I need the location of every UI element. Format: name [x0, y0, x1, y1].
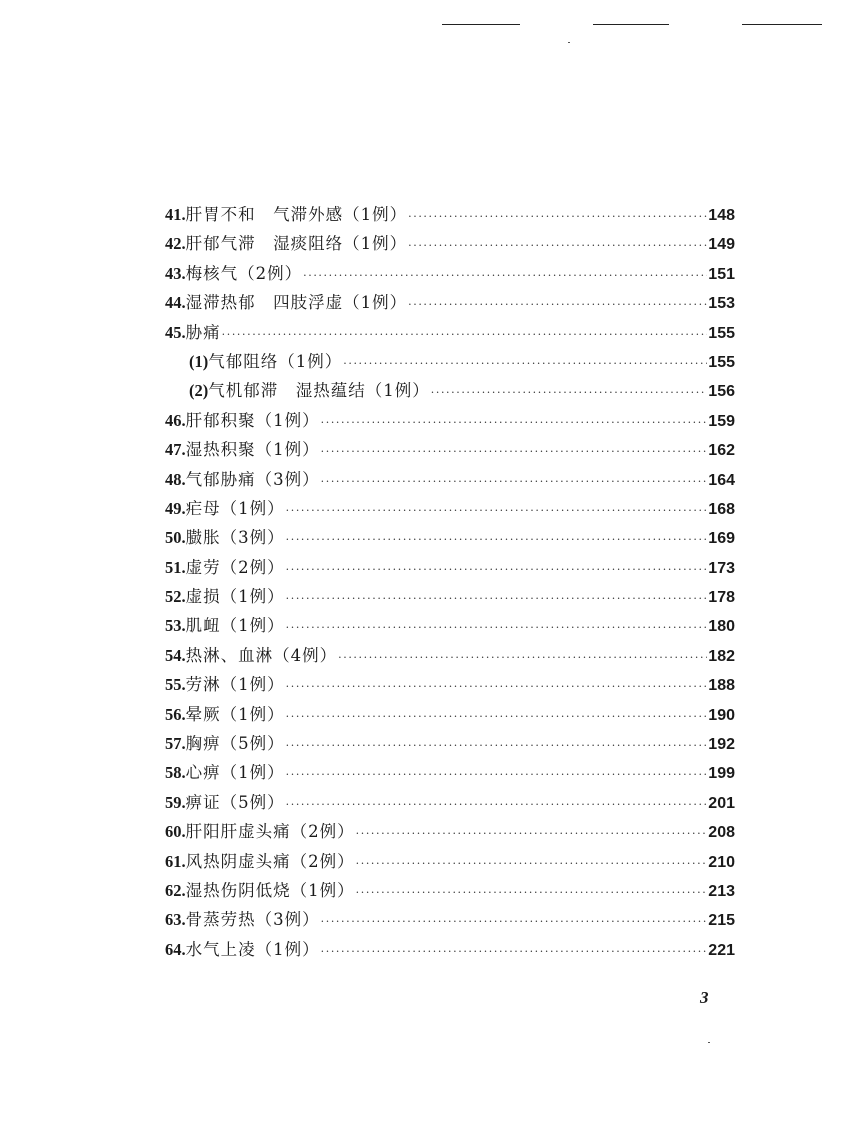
toc-entry-title: 胁痛: [185, 322, 221, 342]
toc-entry-number: 43.: [165, 263, 186, 283]
toc-entry-title: 晕厥（1例）: [185, 704, 285, 724]
toc-entry-page: 151: [708, 265, 735, 283]
toc-entry-page: 215: [708, 912, 735, 930]
toc-entry-page: 173: [708, 559, 735, 577]
dot-leader: [286, 496, 708, 525]
dot-leader: [321, 907, 708, 936]
toc-entry-page: 168: [708, 500, 735, 518]
toc-entry: [165, 200, 735, 229]
toc-entry-title: 虚损（1例）: [185, 587, 285, 607]
toc-entry-title: 肝胃不和 气滞外感（1例）: [185, 205, 408, 224]
dot-leader: [286, 555, 708, 584]
toc-entry-number: 63.: [165, 910, 186, 930]
toc-entry-number: 46.: [165, 410, 186, 430]
toc-entry-title: 痹证（5例）: [185, 792, 285, 812]
toc-entry: [165, 376, 735, 405]
scan-speck: [568, 42, 570, 43]
toc-entry-page: 208: [708, 824, 735, 842]
toc-entry-page: 180: [708, 618, 735, 636]
toc-entry: [165, 523, 735, 552]
toc-entry-number: 45.: [165, 322, 186, 342]
toc-entry-number: 57.: [165, 734, 186, 754]
toc-entry-title: 湿热积聚（1例）: [185, 440, 320, 460]
toc-entry-title: 臌胀（3例）: [185, 528, 285, 548]
toc-entry-page: 156: [708, 383, 735, 401]
dot-leader: [408, 202, 707, 231]
toc-entry: [165, 700, 735, 729]
toc-entry-title: 水气上凌（1例）: [185, 939, 320, 959]
toc-entry-page: 190: [708, 706, 735, 724]
toc-entry-page: 148: [708, 207, 735, 224]
toc-entry-title: 肌衄（1例）: [185, 616, 285, 636]
dot-leader: [321, 437, 708, 466]
toc-entry-number: 42.: [165, 234, 186, 254]
toc-entry-number: (1): [189, 351, 209, 371]
toc-entry: [165, 847, 735, 876]
toc-entry: [165, 641, 735, 670]
toc-entry: [165, 435, 735, 464]
toc-entry-number: 47.: [165, 440, 186, 460]
toc-entry: [165, 905, 735, 934]
toc-entry-number: 50.: [165, 528, 186, 548]
toc-entry-page: 210: [708, 853, 735, 871]
toc-entry-title: 湿滞热郁 四肢浮虚（1例）: [185, 293, 408, 313]
toc-entry: [165, 670, 735, 699]
toc-entry: [165, 465, 735, 494]
toc-entry-page: 155: [708, 324, 735, 342]
dot-leader: [286, 584, 708, 613]
toc-entry: [165, 582, 735, 611]
toc-entry-page: 169: [708, 530, 735, 548]
dot-leader: [286, 613, 708, 642]
dot-leader: [321, 937, 708, 966]
toc-entry-title: 风热阴虚头痛（2例）: [185, 851, 355, 871]
toc-entry: [165, 817, 735, 846]
toc-entry-title: 疟母（1例）: [185, 498, 285, 518]
toc-entry-number: 44.: [165, 293, 186, 313]
toc-entry: [165, 318, 735, 347]
toc-entry-number: 53.: [165, 616, 186, 636]
dot-leader: [321, 408, 708, 437]
dot-leader: [286, 702, 708, 731]
toc-entry-page: 164: [708, 471, 735, 489]
dot-leader: [286, 790, 708, 819]
toc-entry: [165, 758, 735, 787]
toc-entry-number: 62.: [165, 880, 186, 900]
toc-entry-title: 骨蒸劳热（3例）: [185, 910, 320, 930]
toc-entry: [165, 288, 735, 317]
dot-leader: [286, 525, 708, 554]
toc-entry-page: 162: [708, 442, 735, 460]
toc-entry-title: 气郁胁痛（3例）: [185, 469, 320, 489]
dot-leader: [356, 819, 708, 848]
toc-entry: [165, 788, 735, 817]
toc-entry-number: (2): [189, 381, 209, 401]
toc-entry-number: 60.: [165, 822, 186, 842]
toc-entry-page: 155: [708, 353, 735, 371]
toc-entry-title: 虚劳（2例）: [185, 557, 285, 577]
toc-entry-page: 221: [708, 941, 735, 959]
page-number: 3: [700, 988, 709, 1007]
toc-entry: [165, 876, 735, 905]
toc-entry-title: 肝郁积聚（1例）: [185, 410, 320, 430]
dot-leader: [431, 378, 708, 407]
toc-entry-number: 54.: [165, 645, 186, 665]
toc-entry: [165, 259, 735, 288]
toc-entry: [165, 229, 735, 258]
toc-entry-number: 56.: [165, 704, 186, 724]
toc-entry-page: 178: [708, 589, 735, 607]
toc-entry: [165, 406, 735, 435]
toc-entry-title: 湿热伤阴低烧（1例）: [185, 880, 355, 900]
toc-entry: [165, 729, 735, 758]
dot-leader: [338, 643, 707, 672]
toc-entry-page: 149: [708, 236, 735, 254]
toc-entry-page: 201: [708, 794, 735, 812]
toc-entry-number: 58.: [165, 763, 186, 783]
toc-entry-number: 59.: [165, 792, 186, 812]
toc-entry-number: 49.: [165, 498, 186, 518]
dot-leader: [286, 731, 708, 760]
table-of-contents: [165, 200, 735, 964]
toc-entry-title: 劳淋（1例）: [185, 675, 285, 695]
toc-entry-page: 199: [708, 765, 735, 783]
toc-entry-number: 61.: [165, 851, 186, 871]
toc-entry-title: 热淋、血淋（4例）: [185, 645, 338, 665]
dot-leader: [408, 231, 707, 260]
toc-entry-number: 41.: [165, 205, 186, 224]
dot-leader: [286, 672, 708, 701]
scan-speck: [708, 1042, 710, 1043]
toc-entry-number: 64.: [165, 939, 186, 959]
toc-entry-title: 胸痹（5例）: [185, 734, 285, 754]
dot-leader: [303, 261, 707, 290]
header-rule-3: [742, 24, 822, 25]
toc-entry-title: 气机郁滞 湿热蕴结（1例）: [208, 381, 430, 401]
toc-entry-number: 52.: [165, 587, 186, 607]
dot-leader: [356, 878, 708, 907]
toc-entry-page: 192: [708, 736, 735, 754]
header-rule-1: [442, 24, 520, 25]
dot-leader: [408, 290, 707, 319]
toc-entry-title: 心痹（1例）: [185, 763, 285, 783]
toc-entry-title: 气郁阻络（1例）: [208, 351, 343, 371]
dot-leader: [321, 467, 708, 496]
toc-entry-page: 159: [708, 412, 735, 430]
toc-entry: [165, 347, 735, 376]
toc-entry-title: 梅核气（2例）: [185, 263, 303, 283]
toc-entry-page: 188: [708, 677, 735, 695]
toc-entry: [165, 553, 735, 582]
toc-entry-title: 肝阳肝虚头痛（2例）: [185, 822, 355, 842]
dot-leader: [286, 760, 708, 789]
toc-entry-title: 肝郁气滞 湿痰阻络（1例）: [185, 234, 408, 254]
toc-entry-page: 213: [708, 882, 735, 900]
header-rule-2: [593, 24, 669, 25]
toc-entry-number: 48.: [165, 469, 186, 489]
dot-leader: [343, 349, 707, 378]
dot-leader: [356, 849, 708, 878]
toc-entry-number: 55.: [165, 675, 186, 695]
dot-leader: [222, 320, 708, 349]
toc-entry: [165, 494, 735, 523]
toc-entry: [165, 611, 735, 640]
toc-entry-number: 51.: [165, 557, 186, 577]
toc-entry: [165, 935, 735, 964]
toc-entry-page: 153: [708, 295, 735, 313]
toc-entry-page: 182: [708, 647, 735, 665]
